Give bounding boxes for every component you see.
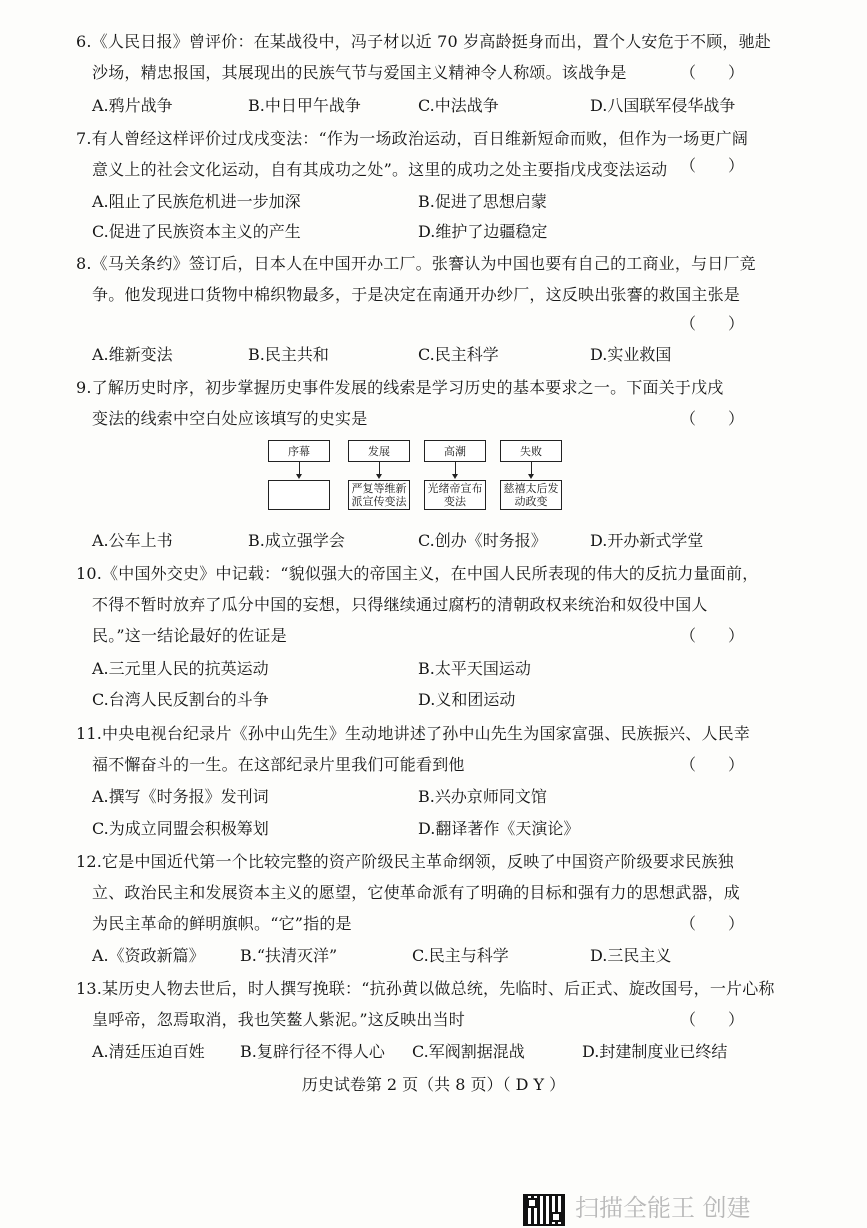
stage-box-climax: 高潮 [424,440,486,462]
question-10-line-1: 10.《中国外交史》中记载：“貌似强大的帝国主义，在中国人民所表现的伟大的反抗力量面前， [76,564,759,583]
question-11-option-c[interactable]: C.为成立同盟会积极筹划 [92,819,269,838]
question-11-line-2: 福不懈奋斗的一生。在这部纪录片里我们可能看到他 [92,755,465,774]
question-9-answer-blank[interactable]: （ ） [680,409,745,428]
question-12-option-d[interactable]: D.三民主义 [590,946,672,965]
arrowhead-4 [528,474,534,479]
question-6-line-1: 6.《人民日报》曾评价：在某战役中，冯子材以近 70 岁高龄挺身而出，置个人安危于不顾，驰赴 [76,32,771,51]
question-13-line-2: 皇呼帝，忽焉取消，我也笑鳌人紫泥。”这反映出当时 [92,1010,465,1029]
question-7-option-d[interactable]: D.维护了边疆稳定 [418,222,548,241]
question-12-line-2: 立、政治民主和发展资本主义的愿望，它使革命派有了明确的目标和强有力的思想武器，成 [92,883,741,902]
qr-code-icon [523,1194,565,1226]
question-11-line-1: 11.中央电视台纪录片《孙中山先生》生动地讲述了孙中山先生为国家富强、民族振兴、人民幸 [76,724,751,743]
event-box-cixi-coup: 慈禧太后发动政变 [500,480,562,510]
question-9-option-d[interactable]: D.开办新式学堂 [590,531,704,550]
event-box-guangxu-decree: 光绪帝宣布变法 [424,480,486,510]
question-7-line-1: 7.有人曾经这样评价过戊戌变法：“作为一场政治运动，百日维新短命而败，但作为一场更广阔 [76,129,749,148]
question-8-option-c[interactable]: C.民主科学 [418,345,499,364]
arrowhead-3 [452,474,458,479]
question-8-line-1: 8.《马关条约》签订后，日本人在中国开办工厂。张謇认为中国也要有自己的工商业，与日厂竞 [76,254,756,273]
question-12-line-1: 12.它是中国近代第一个比较完整的资产阶级民主革命纲领，反映了中国资产阶级要求民族独 [76,852,734,871]
question-10-line-3: 民。”这一结论最好的佐证是 [92,626,287,645]
page-footer: 历史试卷第 2 页（共 8 页）（ D Y ） [301,1075,566,1094]
question-12-line-3: 为民主革命的鲜明旗帜。“它”指的是 [92,914,352,933]
question-10-option-c[interactable]: C.台湾人民反割台的斗争 [92,690,269,709]
stage-box-prelude: 序幕 [268,440,330,462]
question-8-answer-blank[interactable]: （ ） [680,314,745,333]
question-7-line-2: 意义上的社会文化运动，自有其成功之处”。这里的成功之处主要指戊戌变法运动 [92,160,668,179]
question-8-option-d[interactable]: D.实业救国 [590,345,672,364]
stage-box-failure: 失败 [500,440,562,462]
question-11-option-a[interactable]: A.撰写《时务报》发刊词 [92,787,269,806]
event-box-yanfu-propaganda: 严复等维新派宣传变法 [348,480,410,510]
question-6-option-a[interactable]: A.鸦片战争 [92,96,173,115]
question-12-option-c[interactable]: C.民主与科学 [412,946,509,965]
question-13-option-d[interactable]: D.封建制度业已终结 [582,1042,728,1061]
stage-box-development: 发展 [348,440,410,462]
question-13-option-b[interactable]: B.复辟行径不得人心 [240,1042,385,1061]
question-12-option-a[interactable]: A.《资政新篇》 [92,946,205,965]
question-12-option-b[interactable]: B.“扶清灭洋” [240,946,338,965]
arrowhead-1 [296,474,302,479]
question-7-option-c[interactable]: C.促进了民族资本主义的产生 [92,222,301,241]
question-9-line-2: 变法的线索中空白处应该填写的史实是 [92,409,368,428]
question-7-answer-blank[interactable]: （ ） [680,156,745,175]
question-10-option-d[interactable]: D.义和团运动 [418,690,516,709]
question-8-line-2: 争。他发现进口货物中棉织物最多，于是决定在南通开办纱厂，这反映出张謇的救国主张是 [92,285,741,304]
question-11-answer-blank[interactable]: （ ） [680,755,745,774]
question-8-option-a[interactable]: A.维新变法 [92,345,173,364]
question-7-option-a[interactable]: A.阻止了民族危机进一步加深 [92,192,301,211]
reform-timeline-diagram [268,440,568,515]
scanner-watermark: 扫描全能王 创建 [575,1194,751,1222]
question-11-option-b[interactable]: B.兴办京师同文馆 [418,787,547,806]
question-9-option-c[interactable]: C.创办《时务报》 [418,531,547,550]
question-6-line-2: 沙场，精忠报国，其展现出的民族气节与爱国主义精神令人称颂。该战争是 [92,63,627,82]
question-13-option-c[interactable]: C.军阀割据混战 [412,1042,525,1061]
question-10-option-a[interactable]: A.三元里人民的抗英运动 [92,659,269,678]
question-13-line-1: 13.某历史人物去世后，时人撰写挽联：“抗孙黄以做总统，先临时、后正式、旋改国号，一片心称 [76,979,775,998]
event-box-blank[interactable] [268,480,330,510]
question-10-answer-blank[interactable]: （ ） [680,626,745,645]
question-9-option-b[interactable]: B.成立强学会 [248,531,345,550]
question-9-line-1: 9.了解历史时序，初步掌握历史事件发展的线索是学习历史的基本要求之一。下面关于戊戌 [76,378,724,397]
question-6-answer-blank[interactable]: （ ） [680,63,745,82]
question-6-option-d[interactable]: D.八国联军侵华战争 [590,96,736,115]
question-7-option-b[interactable]: B.促进了思想启蒙 [418,192,547,211]
arrowhead-2 [376,474,382,479]
question-6-option-c[interactable]: C.中法战争 [418,96,499,115]
question-10-line-2: 不得不暂时放弃了瓜分中国的妄想，只得继续通过腐朽的清朝政权来统治和奴役中国人 [92,595,708,614]
question-13-option-a[interactable]: A.清廷压迫百姓 [92,1042,205,1061]
question-11-option-d[interactable]: D.翻译著作《天演论》 [418,819,580,838]
question-8-option-b[interactable]: B.民主共和 [248,345,329,364]
question-9-option-a[interactable]: A.公车上书 [92,531,173,550]
question-6-option-b[interactable]: B.中日甲午战争 [248,96,361,115]
question-10-option-b[interactable]: B.太平天国运动 [418,659,531,678]
question-13-answer-blank[interactable]: （ ） [680,1010,745,1029]
question-12-answer-blank[interactable]: （ ） [680,914,745,933]
